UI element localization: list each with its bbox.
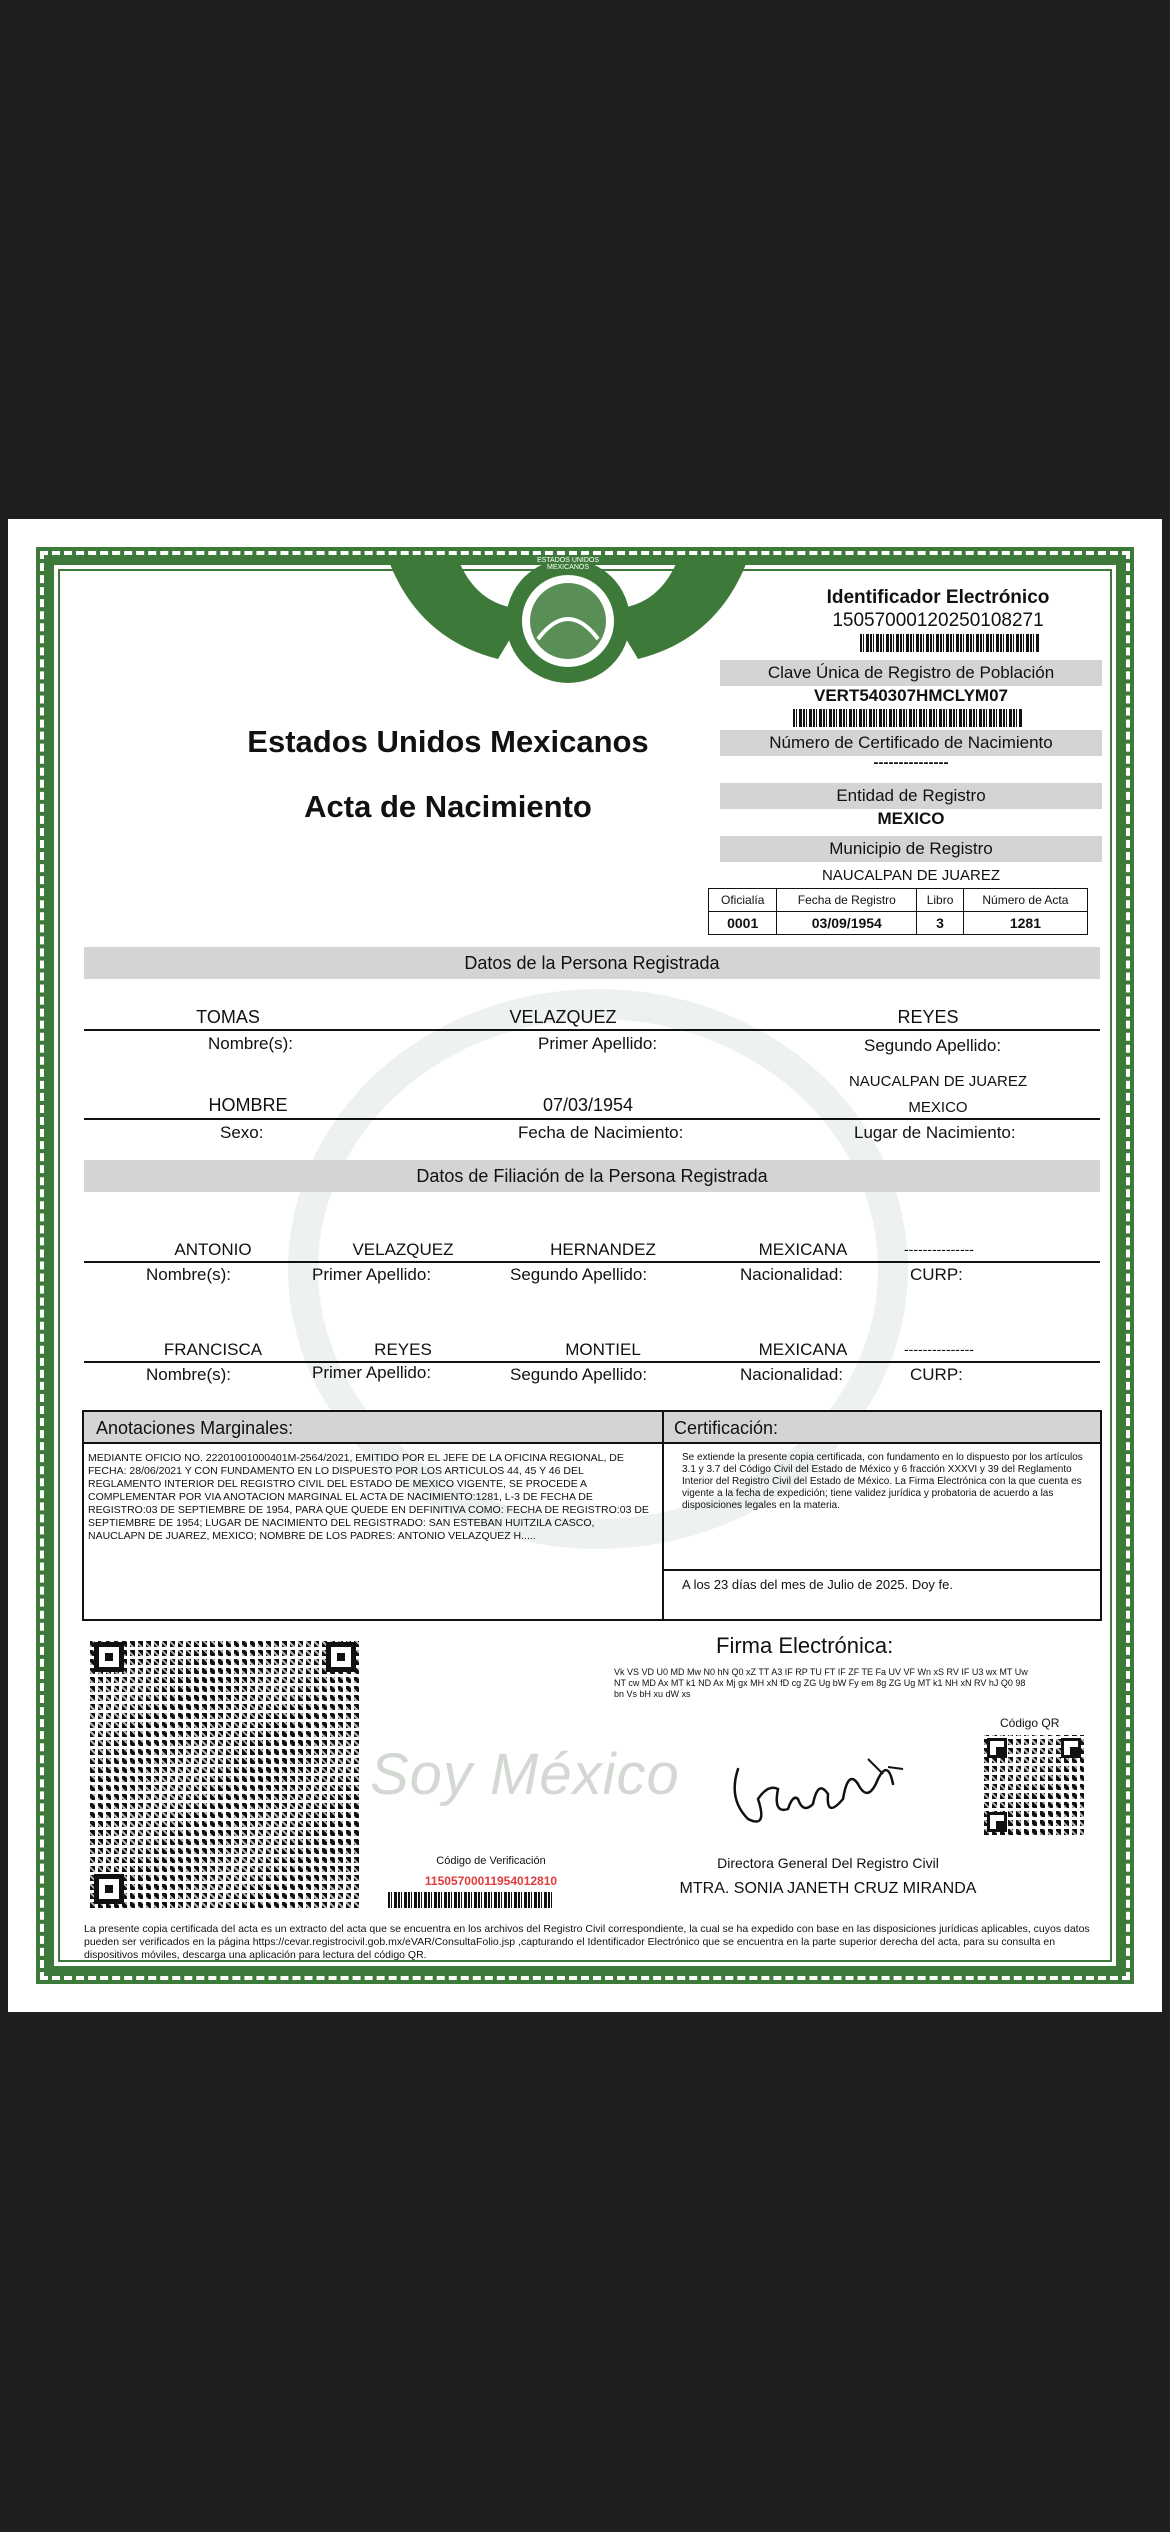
madre-nacionalidad: MEXICANA	[758, 1340, 848, 1359]
persona-lugar-label: Lugar de Nacimiento:	[854, 1123, 1016, 1142]
verificacion-barcode	[388, 1892, 553, 1908]
registro-header: Fecha de Registro	[777, 889, 917, 912]
curp-label: Clave Única de Registro de Población	[720, 660, 1102, 686]
qr-label: Código QR	[1000, 1716, 1060, 1730]
padre-line	[84, 1261, 1100, 1263]
verificacion-code: 11505700011954012810	[424, 1874, 558, 1888]
entidad-value: MEXICO	[877, 809, 945, 828]
padre-curp: ---------------	[904, 1241, 974, 1257]
padre-primer: VELAZQUEZ	[352, 1240, 454, 1259]
persona-nombre: TOMAS	[196, 1007, 260, 1027]
persona-primer-label: Primer Apellido:	[538, 1034, 658, 1053]
ident-barcode	[860, 634, 1040, 652]
madre-curp: ---------------	[904, 1341, 974, 1357]
persona-segundo-label: Segundo Apellido:	[864, 1036, 1002, 1055]
madre-primer: REYES	[374, 1340, 432, 1359]
firma-cargo: Directora General Del Registro Civil	[717, 1855, 939, 1871]
madre-curp-label: CURP:	[910, 1365, 963, 1384]
verificacion-label: Código de Verificación	[436, 1855, 546, 1867]
persona-line-2	[84, 1118, 1100, 1120]
registro-header: Oficialía	[709, 889, 777, 912]
madre-nacionalidad-label: Nacionalidad:	[740, 1365, 844, 1384]
curp-value: VERT540307HMCLYM07	[813, 686, 1008, 705]
madre-segundo-label: Segundo Apellido:	[510, 1365, 648, 1384]
madre-segundo: MONTIEL	[565, 1340, 641, 1359]
signature-image	[718, 1739, 918, 1839]
registro-header: Número de Acta	[963, 889, 1087, 912]
madre-primer-label: Primer Apellido:	[312, 1363, 432, 1382]
padre-nombre-label: Nombre(s):	[146, 1265, 232, 1284]
padre-curp-label: CURP:	[910, 1265, 963, 1284]
persona-primer-apellido: VELAZQUEZ	[509, 1007, 617, 1027]
registro-fecha: 03/09/1954	[777, 912, 917, 935]
document-title: Acta de Nacimiento	[304, 789, 592, 824]
madre-nombre: FRANCISCA	[163, 1340, 263, 1359]
padre-nacionalidad-label: Nacionalidad:	[740, 1265, 844, 1284]
anotaciones-title: Anotaciones Marginales:	[84, 1412, 662, 1444]
madre-nombre-label: Nombre(s):	[146, 1365, 232, 1384]
ident-number: 15057000120250108271	[832, 610, 1044, 631]
persona-line-1	[84, 1029, 1100, 1031]
padre-primer-label: Primer Apellido:	[312, 1265, 432, 1284]
footer-disclaimer: La presente copia certificada del acta es un extracto del acta que se encuentra en los archivos del Registro Civil correspondiente, la cual se ha expedido con base en las disposiciones jurídicas aplicables, cuyos datos pueden ser verificados en la página https://cevar.registrocivil.gob.mx/eVAR/ConsultaFolio.jsp ,capturando el Identificador Electrónico que se encuentra en la parte superior derecha del acta, para su consulta en dispositivos móviles, descarga una aplicación para lectura del código QR.	[84, 1923, 1090, 1961]
certificacion-divider	[664, 1569, 1100, 1571]
persona-lugar-2: MEXICO	[908, 1099, 968, 1116]
qr-code-small	[984, 1735, 1084, 1835]
entidad-label: Entidad de Registro	[720, 783, 1102, 809]
municipio-value: NAUCALPAN DE JUAREZ	[821, 867, 1001, 884]
anotaciones-text: MEDIANTE OFICIO NO. 22201001000401M-2564/2021, EMITIDO POR EL JEFE DE LA OFICINA REGIONAL, DE FECHA: 28/06/2021 Y CON FUNDAMENTO EN LO DISPUESTO POR LOS ARTICULOS 44, 45 Y 46 DEL REGLAMENTO INTERIOR DEL REGISTRO CIVIL DEL ESTADO DE MEXICO VIGENTE, SE PROCEDE A COMPLEMENTAR POR VIA ANOTACION MARGINAL EL ACTA DE NACIMIENTO:1281, L-3 DE FECHA DE REGISTRO:03 DE SEPTIEMBRE DE 1954, PARA QUE QUEDE EN DEFINITIVA COMO: FECHA DE REGISTRO:03 DE SEPTIEMBRE DE 1954; LUGAR DE NACIMIENTO DEL REGISTRADO: SAN ESTEBAN HUITZILA CASCO, NAUCLAPN DE JUAREZ, MEXICO; NOMBRE DE LOS PADRES: ANTONIO VELAZQUEZ H.....	[88, 1452, 649, 1542]
birth-certificate-sheet	[8, 519, 1162, 2012]
curp-barcode	[793, 709, 1023, 727]
registro-header: Libro	[917, 889, 964, 912]
cert-label: Número de Certificado de Nacimiento	[720, 730, 1102, 756]
padre-segundo-label: Segundo Apellido:	[510, 1265, 648, 1284]
firma-title: Firma Electrónica:	[716, 1633, 894, 1658]
ident-title: Identificador Electrónico	[826, 587, 1050, 608]
seal-text: ESTADOS UNIDOS MEXICANOS	[536, 557, 600, 571]
cert-value: ---------------	[873, 754, 949, 771]
persona-sexo-label: Sexo:	[220, 1123, 264, 1142]
registro-libro: 3	[917, 912, 964, 935]
country-title: Estados Unidos Mexicanos	[247, 724, 649, 759]
qr-code-large	[90, 1638, 360, 1908]
padre-nombre: ANTONIO	[174, 1240, 252, 1259]
persona-segundo-apellido: REYES	[897, 1007, 959, 1027]
soy-mexico-logo: Soy México	[370, 1742, 680, 1807]
persona-lugar-1: NAUCALPAN DE JUAREZ	[848, 1073, 1028, 1090]
padre-segundo: HERNANDEZ	[550, 1240, 656, 1259]
persona-sexo: HOMBRE	[208, 1095, 288, 1115]
certificacion-fecha: A los 23 días del mes de Julio de 2025. Doy fe.	[682, 1577, 954, 1592]
municipio-label: Municipio de Registro	[720, 836, 1102, 862]
persona-fecha-label: Fecha de Nacimiento:	[518, 1123, 684, 1142]
madre-line	[84, 1361, 1100, 1363]
firma-nombre: MTRA. SONIA JANETH CRUZ MIRANDA	[679, 1880, 977, 1897]
padre-nacionalidad: MEXICANA	[758, 1240, 848, 1259]
certificacion-text: Se extiende la presente copia certificada, con fundamento en lo dispuesto por los artículos 3.1 y 3.7 del Código Civil del Estado de México y 6 fracción XXXVI y 39 del Reglamento Interior del Registro Civil del Estado de México. La Firma Electrónica con la que cuenta es vigente a la fecha de expedición; tiene validez jurídica y probatoria de acuerdo a las disposiciones legales en la materia.	[682, 1452, 1083, 1511]
certificacion-title: Certificación:	[664, 1412, 1100, 1444]
persona-nombre-label: Nombre(s):	[208, 1034, 294, 1053]
firma-hash: Vk VS VD U0 MD Mw N0 hN Q0 xZ TT A3 IF RP TU FT IF ZF TE Fa UV VF Wn xS RV IF U3 wx MT Uw NT cw MD Ax MT k1 ND Ax Mj gx MH xN fD cg ZG Ug bW Fy em 8g ZG Ug MT k1 NH xN RV hJ Q0 98 bn Vs bH xu dW xs	[614, 1667, 1028, 1699]
filiacion-section-title: Datos de Filiación de la Persona Registrada	[84, 1160, 1100, 1192]
registro-oficialia: 0001	[709, 912, 777, 935]
persona-fecha-nac: 07/03/1954	[542, 1095, 634, 1115]
persona-section-title: Datos de la Persona Registrada	[84, 947, 1100, 979]
registro-table	[708, 888, 1088, 935]
registro-acta: 1281	[963, 912, 1087, 935]
